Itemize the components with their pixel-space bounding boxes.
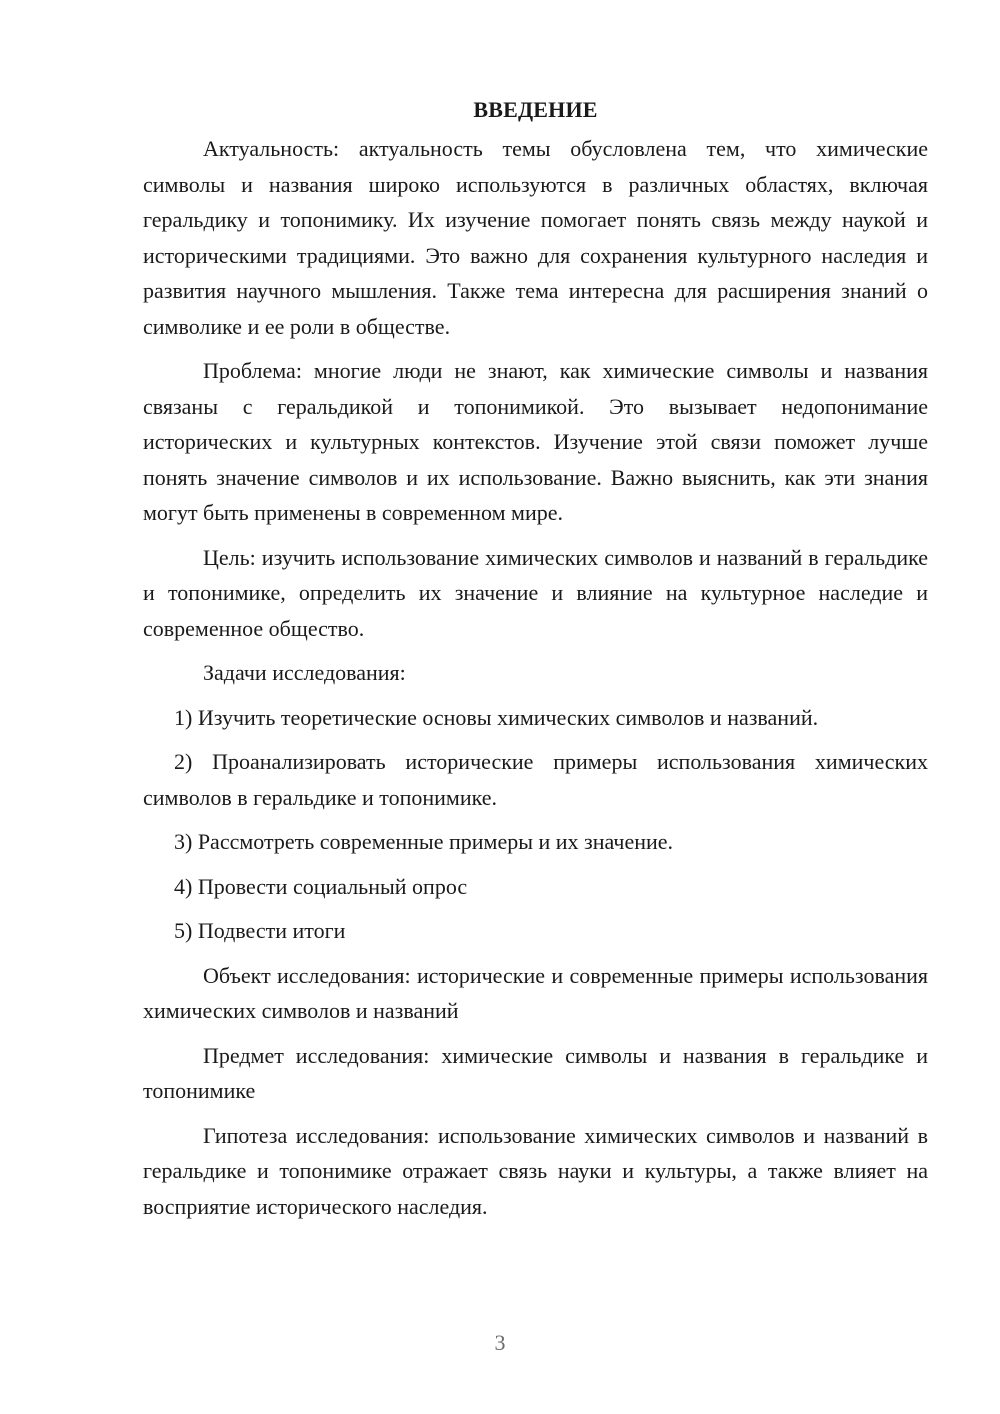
task-item: 5) Подвести итоги — [174, 918, 346, 943]
subject-paragraph: Предмет исследования: химические символы и названия в геральдике и топонимике — [143, 1042, 928, 1103]
task-item: 2) Проанализировать исторические примеры использования химических символов в геральдике и топонимике. — [143, 749, 928, 810]
task-item: 4) Провести социальный опрос — [174, 873, 468, 899]
tasks-heading: Задачи исследования: — [203, 660, 406, 685]
hypothesis-paragraph: Гипотеза исследования: использование химических символов и названий в геральдике и топонимике отражает связь науки и культуры, а также влияет на восприятие исторического наследия. — [143, 1122, 928, 1219]
task-item: 1) Изучить теоретические основы химических символов и названий. — [174, 704, 819, 730]
goal-paragraph: Цель: изучить использование химических символов и названий в геральдике и топонимике, определить их значение и влияние на культурное наследие и современное общество. — [143, 544, 928, 641]
object-paragraph: Объект исследования: исторические и современные примеры использования химических символов и названий — [143, 962, 928, 1023]
problem-paragraph: Проблема: многие люди не знают, как химические символы и названия связаны с геральдикой и топонимикой. Это вызывает недопонимание исторических и культурных контекстов. Изучение этой связи поможет лучше понять значение символов и их использование. Важно выяснить, как эти знания могут быть применены в современном мире. — [143, 358, 928, 525]
page-title: ВВЕДЕНИЕ — [473, 97, 598, 122]
page-number: 3 — [494, 1330, 506, 1355]
document-page — [143, 92, 928, 1233]
task-item: 3) Рассмотреть современные примеры и их значение. — [174, 829, 674, 854]
relevance-paragraph: Актуальность: актуальность темы обусловлена тем, что химические символы и названия широко используются в различных областях, включая геральдику и топонимику. Их изучение помогает понять связь между наукой и историческими традициями. Это важно для сохранения культурного наследия и развития научного мышления. Также тема интересна для расширения знаний о символике и ее роли в обществе. — [143, 136, 928, 339]
